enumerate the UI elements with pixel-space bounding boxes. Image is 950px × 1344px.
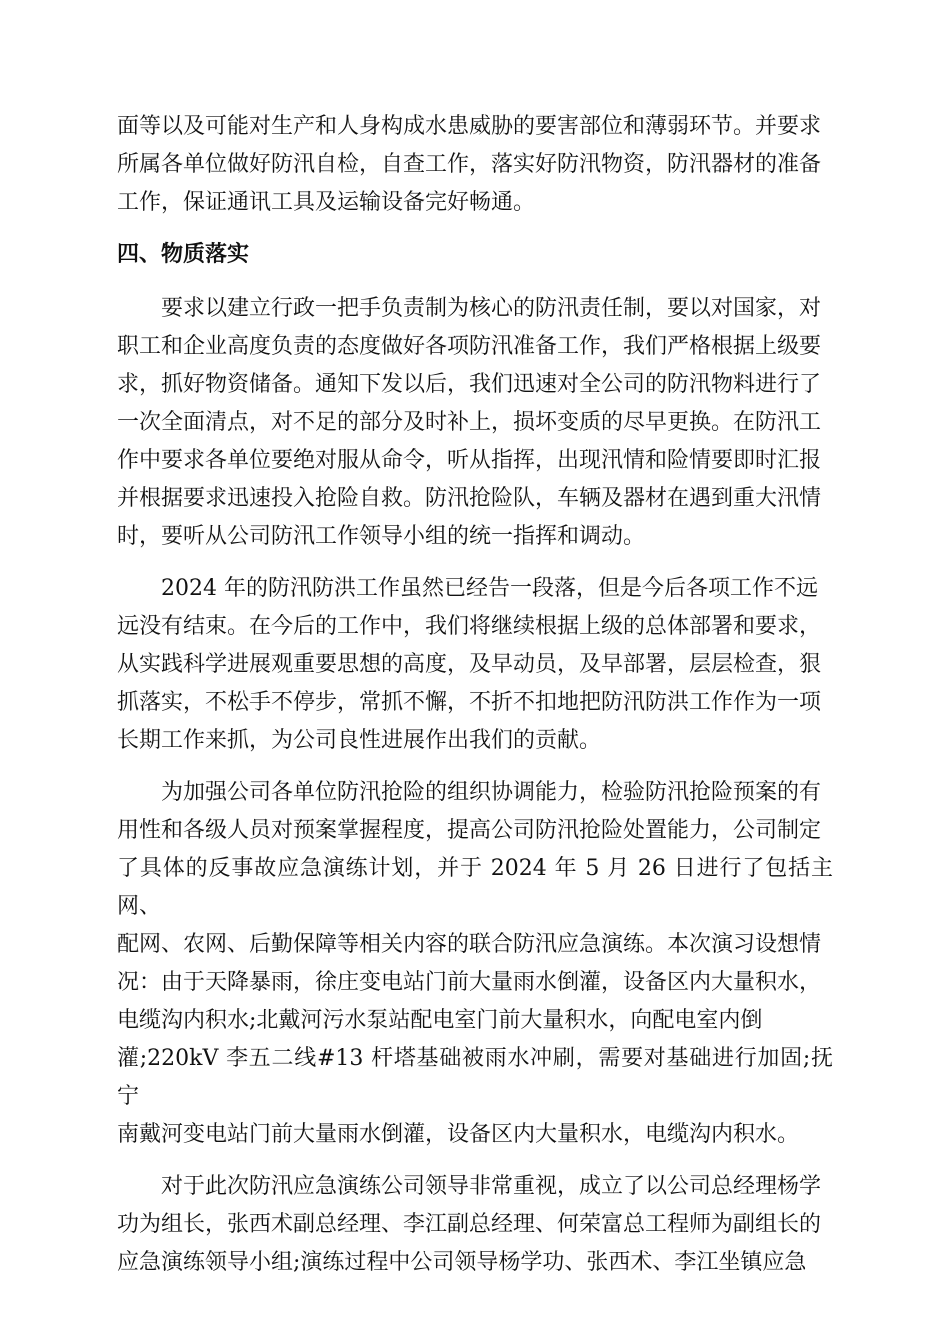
text-line: 对于此次防汛应急演练公司领导非常重视，成立了以公司总经理杨学 bbox=[161, 1174, 822, 1199]
text-line: 面等以及可能对生产和人身构成水患威胁的要害部位和薄弱环节。并要求 bbox=[117, 114, 822, 139]
paragraph-drill-plan bbox=[117, 774, 833, 1154]
text-line: 时，要听从公司防汛工作领导小组的统一指挥和调动。 bbox=[117, 524, 646, 549]
section-heading: 四、物质落实 bbox=[117, 242, 250, 267]
text-line: 2024 年的防汛防洪工作虽然已经告一段落，但是今后各项工作不远 bbox=[161, 576, 818, 601]
text-line: 职工和企业高度负责的态度做好各项防汛准备工作，我们严格根据上级要 bbox=[117, 334, 822, 359]
text-line: 要求以建立行政一把手负责制为核心的防汛责任制，要以对国家，对 bbox=[161, 296, 822, 321]
paragraph-summary bbox=[117, 570, 833, 760]
paragraph-material-supplies bbox=[117, 290, 833, 556]
text-line: 功为组长，张西术副总经理、李江副总经理、何荣富总工程师为副组长的 bbox=[117, 1212, 822, 1237]
text-line: 并根据要求迅速投入抢险自救。防汛抢险队，车辆及器材在遇到重大汛情 bbox=[117, 486, 822, 511]
text-line: 电缆沟内积水;北戴河污水泵站配电室门前大量积水，向配电室内倒 bbox=[117, 1008, 763, 1033]
text-line: 远没有结束。在今后的工作中，我们将继续根据上级的总体部署和要求， bbox=[117, 614, 822, 639]
text-line: 一次全面清点，对不足的部分及时补上，损坏变质的尽早更换。在防汛工 bbox=[117, 410, 822, 435]
text-line: 工作，保证通讯工具及运输设备完好畅通。 bbox=[117, 190, 536, 215]
text-line: 了具体的反事故应急演练计划，并于 2024 年 5 月 26 日进行了包括主网、 bbox=[117, 856, 833, 919]
intro-paragraph bbox=[117, 108, 833, 222]
document-body bbox=[117, 108, 833, 1296]
text-line: 南戴河变电站门前大量雨水倒灌，设备区内大量积水，电缆沟内积水。 bbox=[117, 1122, 800, 1147]
text-line: 配网、农网、后勤保障等相关内容的联合防汛应急演练。本次演习设想情 bbox=[117, 932, 822, 957]
text-line: 应急演练领导小组;演练过程中公司领导杨学功、张西术、李江坐镇应急 bbox=[117, 1250, 807, 1275]
text-line: 从实践科学进展观重要思想的高度，及早动员，及早部署，层层检查，狠 bbox=[117, 652, 822, 677]
text-line: 灌;220kV 李五二线#13 杆塔基础被雨水冲刷，需要对基础进行加固;抚宁 bbox=[117, 1046, 833, 1109]
text-line: 为加强公司各单位防汛抢险的组织协调能力，检验防汛抢险预案的有 bbox=[161, 780, 822, 805]
text-line: 用性和各级人员对预案掌握程度，提高公司防汛抢险处置能力，公司制定 bbox=[117, 818, 822, 843]
text-line: 所属各单位做好防汛自检，自查工作，落实好防汛物资，防汛器材的准备 bbox=[117, 152, 822, 177]
paragraph-leadership bbox=[117, 1168, 833, 1282]
text-line: 抓落实，不松手不停步，常抓不懈，不折不扣地把防汛防洪工作作为一项 bbox=[117, 690, 822, 715]
text-line: 况：由于天降暴雨，徐庄变电站门前大量雨水倒灌，设备区内大量积水， bbox=[117, 970, 822, 995]
text-line: 作中要求各单位要绝对服从命令，听从指挥，出现汛情和险情要即时汇报 bbox=[117, 448, 822, 473]
text-line: 长期工作来抓，为公司良性进展作出我们的贡献。 bbox=[117, 728, 602, 753]
text-line: 求，抓好物资储备。通知下发以后，我们迅速对全公司的防汛物料进行了 bbox=[117, 372, 822, 397]
